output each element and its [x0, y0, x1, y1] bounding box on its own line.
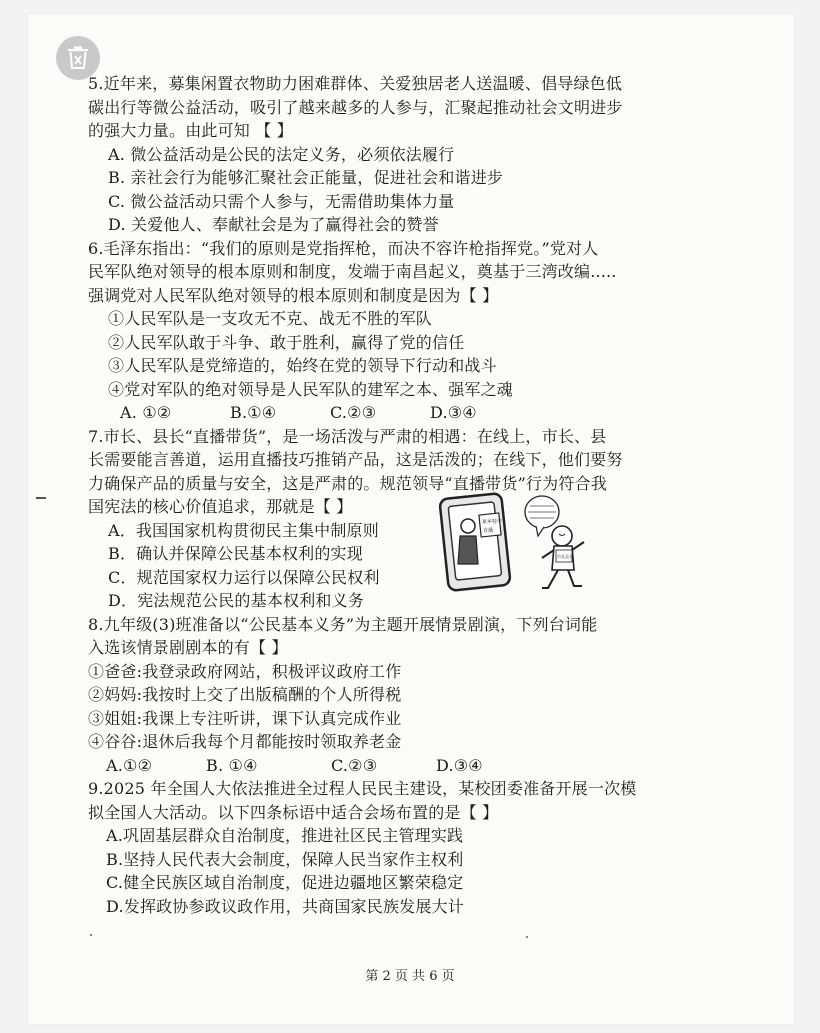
question-6-statement-1: ①人民军队是一支攻无不克、战无不胜的军队 [108, 309, 433, 328]
question-6-statement-3: ③人民军队是党缔造的，始终在党的领导下行动和战斗 [108, 356, 497, 375]
question-8-choice-d: D.③④ [436, 755, 483, 775]
question-5-line-2: 碳出行等微公益活动，吸引了越来越多的人参与，汇聚起推动社会文明进步 [88, 97, 623, 117]
question-8-choice-a: A.①② [106, 755, 153, 775]
question-8-statement-4: ④谷谷:退休后我每个月都能按时领取养老金 [88, 732, 402, 751]
question-6-choice-b: B.①④ [230, 403, 277, 422]
question-7-line-2: 长需要能言善道，运用直播技巧推销产品，这是活泼的；在线下，他们要努 [88, 450, 623, 469]
livestream-cartoon [438, 492, 590, 594]
question-6-line-3: 强调党对人民军队绝对领导的根本原则和制度是因为【 】 [88, 285, 499, 305]
question-7-option-c: C．规范国家权力运行以保障公民权利 [108, 567, 380, 587]
question-9-line-1: 9.2025 年全国人大依法推进全过程人民民主建设，某校团委准备开展一次模 [88, 779, 637, 798]
question-6-choice-a: A. ①② [120, 403, 172, 422]
speck [90, 934, 92, 936]
question-7-line-1: 7.市长、县长“直播带货”，是一场活泼与严肃的相遇：在线上，市长、县 [88, 426, 607, 446]
margin-mark [36, 497, 46, 499]
question-7-option-b: B．确认并保障公民基本权利的实现 [108, 544, 363, 563]
question-9-option-b: B.坚持人民代表大会制度，保障人民当家作主权利 [106, 849, 464, 869]
question-8-line-2: 入选该情景剧剧本的有【 】 [88, 638, 288, 657]
cartoon-label-mayor: 市长县长 [557, 554, 573, 559]
question-7-line-3: 力确保产品的质量与安全，这是严肃的。规范领导“直播带货”行为符合我 [88, 473, 607, 493]
cartoon-drawing [438, 492, 590, 594]
trash-icon [67, 46, 89, 70]
question-9-option-c: C.健全民族区域自治制度，促进边疆地区繁荣稳定 [106, 873, 464, 892]
question-8-choice-b: B. ①④ [206, 755, 258, 775]
question-5-option-d: D. 关爱他人、奉献社会是为了赢得社会的赞誉 [108, 215, 439, 234]
question-6-line-2: 民军队绝对领导的根本原则和制度，发端于南昌起义，奠基于三湾改编..... [88, 262, 617, 281]
question-9-option-a: A.巩固基层群众自治制度，推进社区民主管理实践 [106, 826, 464, 845]
question-5-option-c: C. 微公益活动只需个人参与，无需借助集体力量 [108, 191, 455, 211]
question-8-line-1: 8.九年级(3)班准备以“公民基本义务”为主题开展情景剧演，下列台词能 [88, 614, 598, 634]
question-7-option-d: D．宪法规范公民的基本权利和义务 [108, 591, 365, 610]
question-6-choice-c: C.②③ [330, 403, 377, 422]
question-8-choices [88, 754, 668, 778]
cartoon-label-specialty: 家乡特产 [482, 519, 503, 525]
question-5-option-b: B. 亲社会行为能够汇聚社会正能量，促进社会和谐进步 [108, 168, 504, 187]
page-number: 第 2 页 共 6 页 [365, 969, 455, 984]
question-6-choice-d: D.③④ [430, 403, 477, 422]
question-7-line-4: 国宪法的核心价值追求，那就是【 】 [88, 497, 353, 516]
question-5-option-a: A. 微公益活动是公民的法定义务，必须依法履行 [108, 144, 455, 164]
question-8-choice-c: C.②③ [331, 755, 378, 775]
question-6-line-1: 6.毛泽东指出：“我们的原则是党指挥枪，而决不容许枪指挥党。”党对人 [88, 238, 599, 258]
question-6-statement-2: ②人民军队敢于斗争、敢于胜利，赢得了党的信任 [108, 332, 465, 352]
question-6-statement-4: ④党对军队的绝对领导是人民军队的建军之本、强军之魂 [108, 379, 514, 399]
question-5-line-1: 5.近年来，募集闲置衣物助力困难群体、关爱独居老人送温暖、倡导绿色低 [88, 74, 623, 93]
question-7-option-a: A．我国国家机构贯彻民主集中制原则 [108, 520, 379, 540]
question-9-option-d: D.发挥政协参政议政作用，共商国家民族发展大计 [106, 896, 464, 916]
question-9-line-2: 拟全国人大活动。以下四条标语中适合会场布置的是【 】 [88, 802, 499, 822]
cartoon-label-live: 直播 [483, 528, 494, 534]
question-6-choices [88, 401, 668, 425]
question-8-statement-3: ③姐姐:我课上专注听讲，课下认真完成作业 [88, 708, 402, 728]
speck [526, 936, 528, 938]
question-5-line-3: 的强大力量。由此可知 【 】 [88, 121, 293, 140]
question-8-statement-2: ②妈妈:我按时上交了出版稿酬的个人所得税 [88, 685, 402, 704]
question-8-statement-1: ①爸爸:我登录政府网站，积极评议政府工作 [88, 661, 402, 681]
